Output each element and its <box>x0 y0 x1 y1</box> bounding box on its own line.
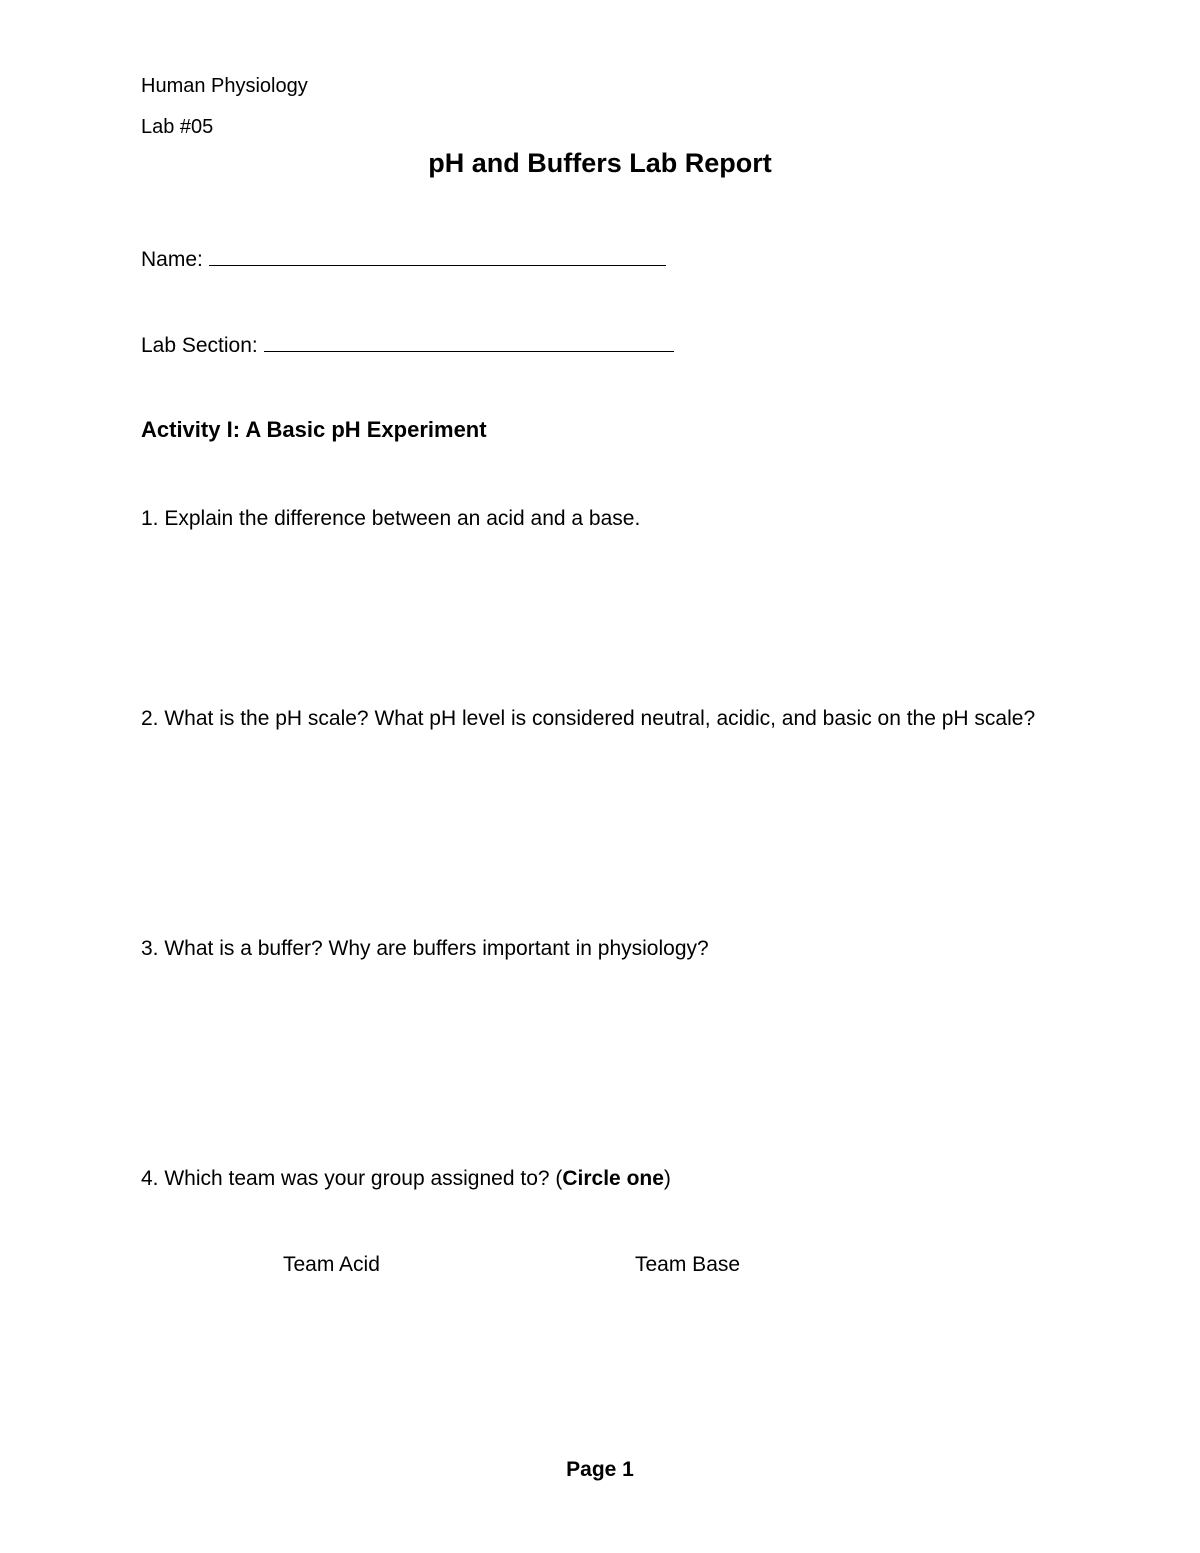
circle-one-emphasis: Circle one <box>562 1167 664 1190</box>
team-acid-option[interactable]: Team Acid <box>283 1253 380 1276</box>
question-3: 3. What is a buffer? Why are buffers important in physiology? <box>141 937 709 960</box>
name-label: Name: <box>141 248 203 271</box>
name-blank-line[interactable] <box>209 245 666 266</box>
lab-number: Lab #05 <box>141 116 214 138</box>
question-4-text: 4. Which team was your group assigned to? ( <box>141 1167 563 1190</box>
activity-heading: Activity I: A Basic pH Experiment <box>141 417 487 442</box>
name-field[interactable] <box>141 245 666 270</box>
course-name: Human Physiology <box>141 75 308 97</box>
page-number: Page 1 <box>566 1458 634 1481</box>
question-2: 2. What is the pH scale? What pH level is considered neutral, acidic, and basic on the pH scale? <box>141 707 1036 730</box>
question-1: 1. Explain the difference between an acid and a base. <box>141 507 641 530</box>
team-base-option[interactable]: Team Base <box>635 1253 741 1276</box>
question-4-close: ) <box>663 1167 671 1190</box>
section-label: Lab Section: <box>141 334 258 357</box>
question-4 <box>141 1168 671 1189</box>
section-blank-line[interactable] <box>264 331 674 352</box>
page-title: pH and Buffers Lab Report <box>428 148 772 178</box>
section-field[interactable] <box>141 331 674 356</box>
